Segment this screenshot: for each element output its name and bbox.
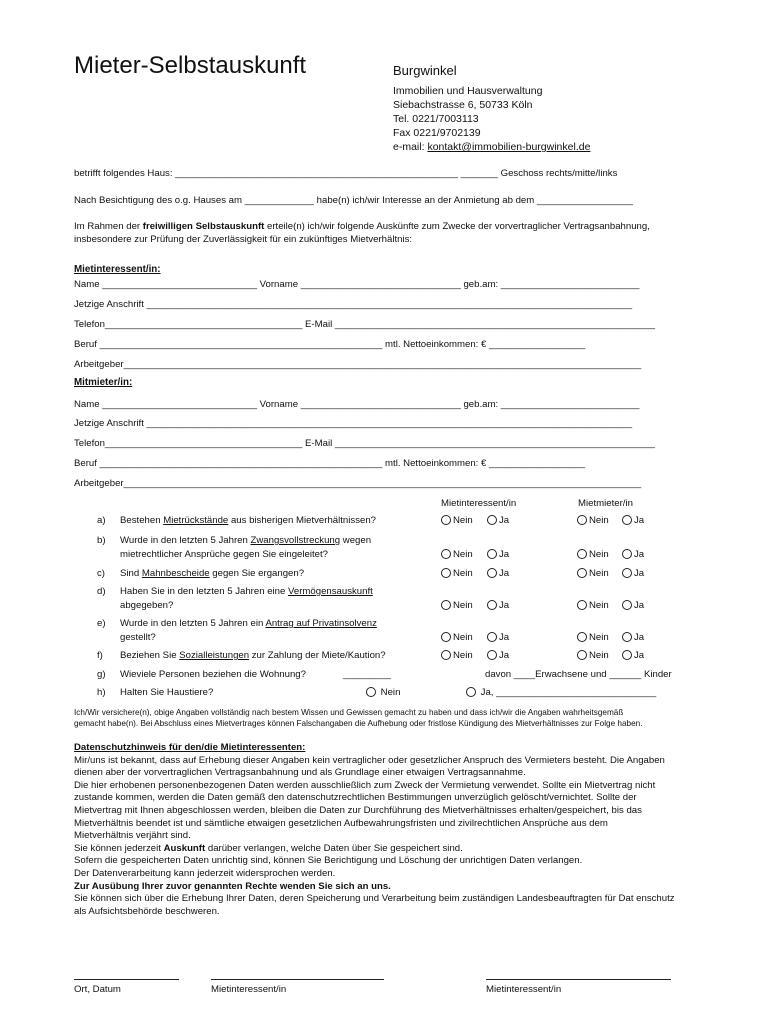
question-letter: f) (97, 650, 103, 661)
option-label: Nein (453, 650, 473, 661)
question-text-part: wegen (340, 535, 372, 546)
rahmen-text: erteile(n) ich/wir folgende Auskünfte zum Zwecke der vorvertraglicher Vertragsanbahnung, (264, 221, 650, 232)
anschrift-field[interactable]: Jetzige Anschrift ___________________________________________________________________________________________ (74, 418, 633, 429)
datenschutz-line: Mietverhältnis verjährt sind. (74, 830, 191, 842)
rahmen-text: Im Rahmen der (74, 221, 143, 232)
option-label: Nein (453, 600, 473, 611)
radio-icon[interactable] (577, 549, 587, 559)
datenschutz-line: dienen aber der vorvertraglichen Vertragsanbahnung und als Grundlage einer etwaigen Vertragsannahme. (74, 767, 526, 779)
option-label: Ja (634, 600, 645, 611)
mitmieter-nein-option[interactable] (577, 650, 609, 661)
question-keyword: Antrag auf Privatinsolvenz (265, 618, 377, 629)
question-text-part: aus bisherigen Mietverhältnissen? (228, 515, 377, 526)
option-label: Ja (499, 632, 510, 643)
signature-label-ort: Ort, Datum (74, 984, 121, 995)
auskunft-bold: Auskunft (163, 842, 206, 854)
signature-line-mietinteressent-2[interactable] (486, 979, 671, 980)
radio-icon[interactable] (577, 568, 587, 578)
radio-icon[interactable] (441, 632, 451, 642)
question-letter: c) (97, 568, 105, 579)
datenschutz-text: Sie können jederzeit (74, 842, 164, 854)
option-label: Ja (499, 600, 510, 611)
haus-line[interactable]: betrifft folgendes Haus: _____________________________________________________ _______ Geschoss rechts/mitte/links (74, 168, 618, 179)
mitmieter-nein-option[interactable] (577, 515, 609, 526)
auskunft-line (74, 843, 739, 856)
email-label: e-mail: (393, 141, 428, 153)
datenschutz-line: Mietverhältnis beendet ist und sämtliche etwaigen gesetzlichen Aufbewahrungsfristen und zivilrechtlichen Ansprüche aus dem (74, 817, 608, 829)
mietinteressent-nein-option[interactable] (441, 568, 473, 579)
option-label: Nein (589, 568, 609, 579)
mietinteressent-nein-option[interactable] (441, 600, 473, 611)
mitmieter-nein-option[interactable] (577, 600, 609, 611)
datenschutz-line: als Aufsichtsbehörde beschweren. (74, 905, 220, 917)
datenschutz-line: Sie können sich über die Erhebung Ihrer Daten, deren Speicherung und Verarbeitung beim zuständigen Landesbeauftragten für Dat enschutz (74, 893, 675, 905)
mitmieter-ja-option[interactable] (622, 515, 644, 526)
question-text-line-2: gestellt? (120, 632, 156, 643)
mitmieter-ja-option[interactable] (622, 549, 644, 560)
disclaimer-line: gemacht habe(n). Bei Abschluss eines Mietvertrages können Falschangaben die Aufhebung oder fristlose Kündigung des Mietverhältnisses zur Folge haben. (74, 719, 643, 728)
mitmieter-nein-option[interactable] (577, 568, 609, 579)
col-header-mitmieter: Mietmieter/in (578, 498, 633, 509)
haustiere-nein-option[interactable] (366, 687, 400, 698)
mitmieter-nein-option[interactable] (577, 549, 609, 560)
signature-label-mietinteressent: Mietinteressent/in (486, 984, 562, 995)
beruf-field[interactable]: Beruf _____________________________________________________ mtl. Nettoeinkommen: € __________________ (74, 339, 586, 350)
option-label: Nein (589, 600, 609, 611)
option-label: Ja (634, 549, 645, 560)
question-text-part: Sind (120, 568, 142, 579)
question-keyword: Mahnbescheide (141, 568, 210, 579)
option-label: Nein (380, 687, 401, 698)
question-letter: e) (97, 618, 106, 629)
question-text-part: Wurde in den letzten 5 Jahren (120, 535, 251, 546)
radio-icon[interactable] (487, 650, 497, 660)
mitmieter-ja-option[interactable] (622, 632, 644, 643)
question-keyword: Mietrückstände (163, 515, 229, 526)
question-text (120, 535, 371, 546)
arbeitgeber-field[interactable]: Arbeitgeber_________________________________________________________________________________________________ (74, 478, 642, 489)
datenschutz-heading: Datenschutzhinweis für den/die Mietinteressenten: (74, 742, 306, 753)
question-letter: h) (97, 687, 106, 698)
page-title: Mieter-Selbstauskunft (74, 52, 307, 79)
question-text-part: zur Zahlung der Miete/Kaution? (249, 650, 386, 661)
question-letter: a) (97, 515, 106, 526)
option-label: Ja (499, 568, 510, 579)
beruf-field[interactable]: Beruf _____________________________________________________ mtl. Nettoeinkommen: € __________________ (74, 458, 586, 469)
mitmieter-ja-option[interactable] (622, 568, 644, 579)
option-label: Ja (634, 568, 645, 579)
option-label: Nein (453, 568, 473, 579)
personen-blank[interactable]: _________ (343, 669, 392, 680)
datenschutz-text: darüber verlangen, welche Daten über Sie gespeichert sind. (205, 842, 463, 854)
question-letter: g) (97, 669, 106, 680)
rechte-line: Zur Ausübung Ihrer zuvor genannten Rechte wenden Sie sich an uns. (74, 880, 391, 892)
telefon-field[interactable]: Telefon_____________________________________ E-Mail ____________________________________________________________ (74, 438, 656, 449)
option-label: Ja, ______________________________ (480, 687, 657, 698)
datenschutz-line: Sofern die gespeicherten Daten unrichtig sind, können Sie Berichtigung und Löschung der unrichtigen Daten verlangen. (74, 855, 583, 867)
address-line: Siebachstrasse 6, 50733 Köln (393, 99, 533, 111)
datenschutz-line: zustande kommen, werden die Daten gemäß den datenschutzrechtlichen Bestimmungen unverzüglich gelöscht/vernichtet. Sollte der (74, 792, 637, 804)
option-label: Nein (453, 515, 473, 526)
question-letter: b) (97, 535, 106, 546)
mietinteressent-ja-option[interactable] (487, 549, 509, 560)
telefon-field[interactable]: Telefon_____________________________________ E-Mail ____________________________________________________________ (74, 319, 656, 330)
radio-icon[interactable] (577, 632, 587, 642)
address-line: Immobilien und Hausverwaltung (393, 85, 543, 97)
question-keyword: Zwangsvollstreckung (250, 535, 341, 546)
name-field[interactable]: Name _____________________________ Vorname ______________________________ geb.am: __________________________ (74, 279, 640, 290)
option-label: Ja (499, 515, 510, 526)
mietinteressent-ja-option[interactable] (487, 650, 509, 661)
question-keyword: Vermögensauskunft (288, 586, 373, 597)
mietinteressent-ja-option[interactable] (487, 600, 509, 611)
mitmieter-ja-option[interactable] (622, 600, 644, 611)
option-label: Ja (634, 632, 645, 643)
disclaimer (74, 707, 739, 729)
radio-icon[interactable] (577, 600, 587, 610)
option-label: Ja (634, 515, 645, 526)
radio-icon[interactable] (622, 568, 632, 578)
mietinteressent-nein-option[interactable] (441, 549, 473, 560)
rahmen-line-2: insbesondere zur Prüfung der Zuverlässigkeit für ein zukünftiges Mietverhältnis: (74, 234, 413, 245)
question-text-part: Wurde in den letzten 5 Jahren ein (120, 618, 266, 629)
mietinteressent-nein-option[interactable] (441, 650, 473, 661)
radio-icon[interactable] (577, 650, 587, 660)
question-text (120, 515, 376, 526)
email-link[interactable]: kontakt@immobilien-burgwinkel.de (427, 141, 591, 153)
option-label: Nein (589, 549, 609, 560)
datenschutz-line: Die hier erhobenen personenbezogenen Daten werden ausschließlich zum Zweck der Vermietung verwendet. Sollte ein Mietvertrag nicht (74, 779, 656, 791)
question-letter: d) (97, 586, 106, 597)
radio-icon[interactable] (577, 515, 587, 525)
option-label: Nein (589, 650, 609, 661)
datenschutz-line: Der Datenverarbeitung kann jederzeit widersprochen werden. (74, 867, 336, 879)
question-text (120, 650, 386, 661)
email-line (393, 140, 590, 154)
radio-icon[interactable] (622, 600, 632, 610)
datenschutz-line: Mir/uns ist bekannt, dass auf Erhebung dieser Angaben kein vertraglicher oder gesetzlicher Anspruch des Vermieters besteht. Die Angaben (74, 754, 665, 766)
company-address (393, 62, 590, 154)
option-label: Ja (634, 650, 645, 661)
datenschutz-block (74, 742, 739, 918)
mietinteressent-ja-option[interactable] (487, 515, 509, 526)
mietinteressent-nein-option[interactable] (441, 632, 473, 643)
datenschutz-line: Mietvertrag mit Ihnen abgeschlossen werden, bleiben die Daten zur Durchführung des Mietverhältnisses erhalten/gespeichert, bis das (74, 804, 642, 816)
radio-icon[interactable] (441, 568, 451, 578)
option-label: Ja (499, 549, 510, 560)
question-text-part: Bestehen (120, 515, 164, 526)
option-label: Nein (453, 632, 473, 643)
mietinteressent-ja-option[interactable] (487, 568, 509, 579)
section-mietinteressent: Mietinteressent/in: (74, 264, 161, 275)
rahmen-line (74, 221, 650, 232)
option-label: Nein (589, 515, 609, 526)
anschrift-field[interactable]: Jetzige Anschrift ___________________________________________________________________________________________ (74, 299, 633, 310)
radio-icon[interactable] (366, 687, 376, 697)
arbeitgeber-field[interactable]: Arbeitgeber_________________________________________________________________________________________________ (74, 359, 642, 370)
radio-icon[interactable] (487, 568, 497, 578)
personen-detail[interactable]: davon ____Erwachsene und ______ Kinder (485, 669, 672, 680)
question-keyword: Sozialleistungen (179, 650, 250, 661)
phone-line: Tel. 0221/7003113 (393, 113, 479, 125)
question-text (120, 568, 304, 579)
question-text-line-2: abgegeben? (120, 600, 174, 611)
signature-line-mietinteressent-1[interactable] (211, 979, 384, 980)
mietinteressent-ja-option[interactable] (487, 632, 509, 643)
radio-icon[interactable] (622, 549, 632, 559)
question-text (120, 618, 377, 629)
question-text-part: Beziehen Sie (120, 650, 180, 661)
question-text-part: gegen Sie ergangen? (209, 568, 305, 579)
option-label: Ja (499, 650, 510, 661)
question-haustiere: Halten Sie Haustiere? (120, 687, 214, 698)
radio-icon[interactable] (441, 515, 451, 525)
mitmieter-ja-option[interactable] (622, 650, 644, 661)
radio-icon[interactable] (466, 687, 476, 697)
company-name: Burgwinkel (393, 63, 457, 78)
radio-icon[interactable] (487, 515, 497, 525)
option-label: Nein (589, 632, 609, 643)
radio-icon[interactable] (441, 650, 451, 660)
mitmieter-nein-option[interactable] (577, 632, 609, 643)
disclaimer-line: Ich/Wir versichere(n), obige Angaben vollständig nach bestem Wissen und Gewissen gemacht zu haben und dass ich/wir die Angaben wahrheitsgemäß (74, 708, 624, 717)
radio-icon[interactable] (487, 549, 497, 559)
question-personen: Wieviele Personen beziehen die Wohnung? (120, 669, 306, 680)
name-field[interactable]: Name _____________________________ Vorname ______________________________ geb.am: __________________________ (74, 399, 640, 410)
fax-line: Fax 0221/9702139 (393, 127, 481, 139)
radio-icon[interactable] (487, 632, 497, 642)
col-header-mietinteressent: Mietinteressent/in (441, 498, 517, 509)
radio-icon[interactable] (622, 515, 632, 525)
radio-icon[interactable] (441, 600, 451, 610)
signature-label-mietinteressent: Mietinteressent/in (211, 984, 287, 995)
radio-icon[interactable] (441, 549, 451, 559)
haustiere-ja-option[interactable] (466, 687, 656, 698)
besichtigung-line[interactable]: Nach Besichtigung des o.g. Hauses am _____________ habe(n) ich/wir Interesse an der Anmietung ab dem __________________ (74, 195, 633, 206)
question-text-part: Haben Sie in den letzten 5 Jahren eine (120, 586, 289, 597)
mietinteressent-nein-option[interactable] (441, 515, 473, 526)
section-mitmieter: Mitmieter/in: (74, 377, 133, 388)
signature-line-ort[interactable] (74, 979, 179, 980)
radio-icon[interactable] (622, 632, 632, 642)
radio-icon[interactable] (622, 650, 632, 660)
question-text (120, 586, 373, 597)
radio-icon[interactable] (487, 600, 497, 610)
option-label: Nein (453, 549, 473, 560)
rahmen-bold: freiwilligen Selbstauskunft (142, 221, 265, 232)
question-text-line-2: mietrechtlicher Ansprüche gegen Sie eingeleitet? (120, 549, 328, 560)
